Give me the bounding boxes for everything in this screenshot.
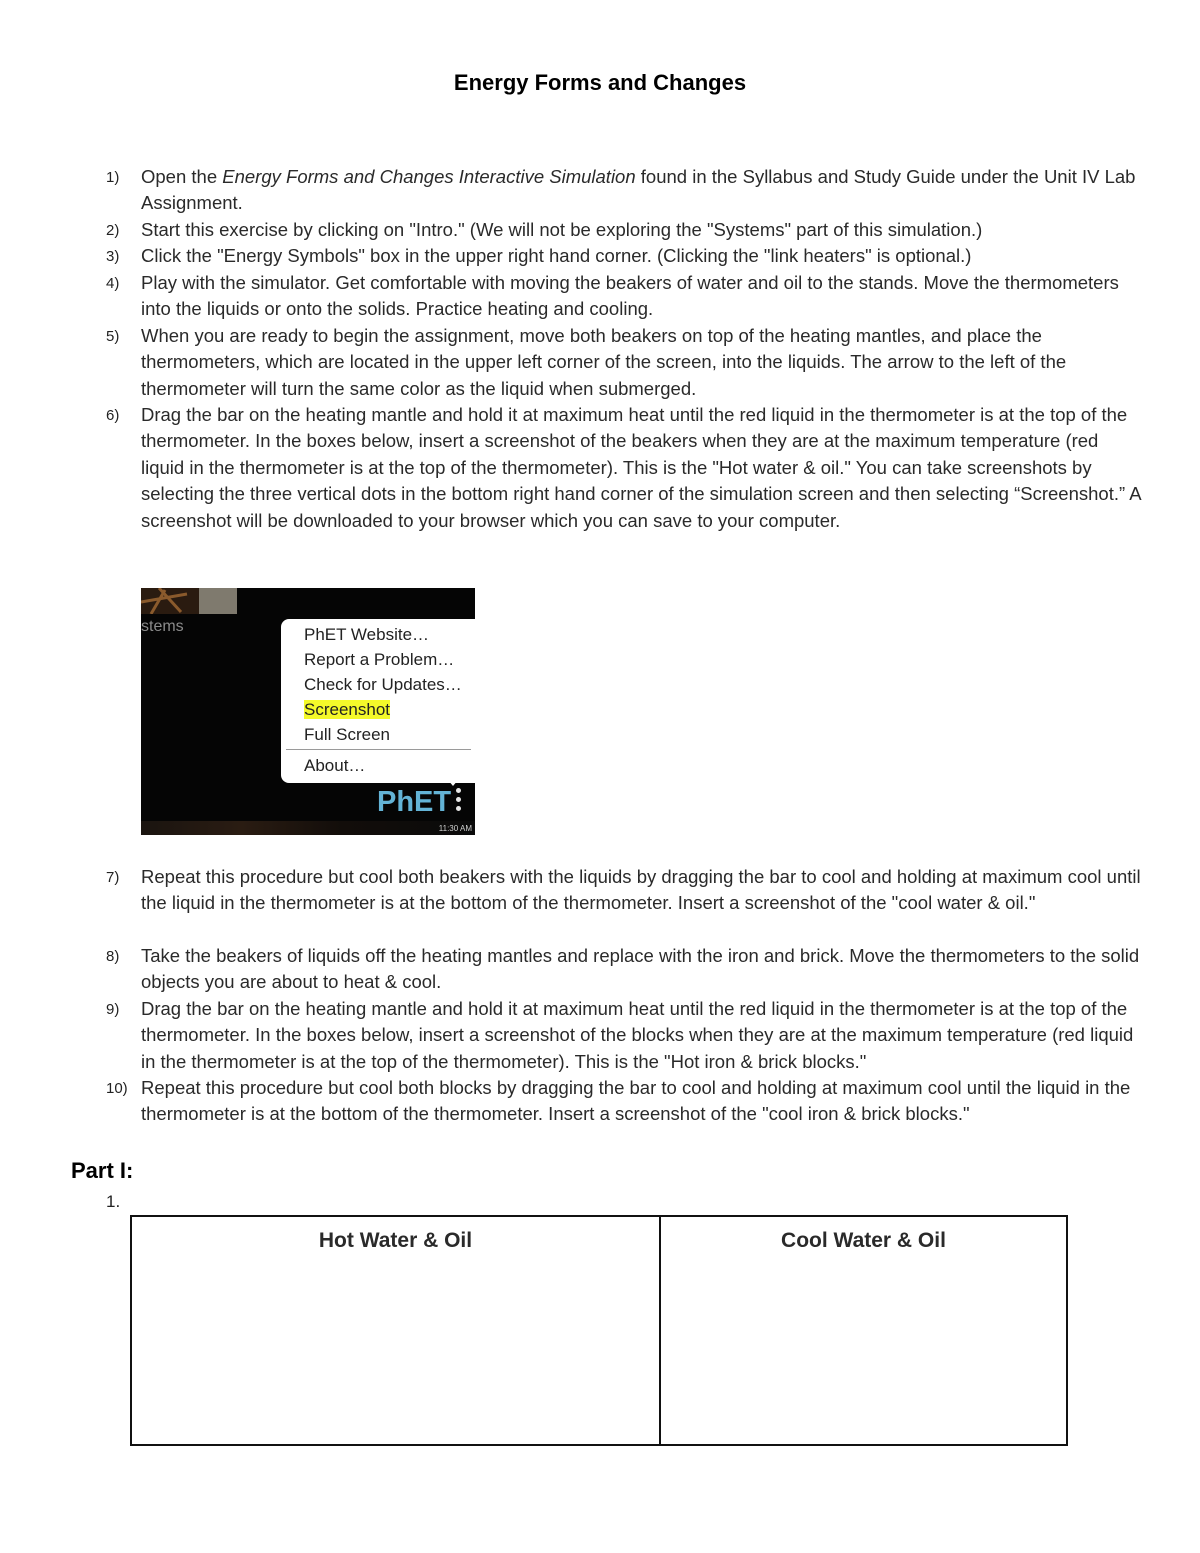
wheel-graphic: [141, 588, 237, 614]
step-number: 5): [106, 328, 120, 345]
step-text: Drag the bar on the heating mantle and hold it at maximum heat until the red liquid in the thermometer is at the top of the thermometer. In the boxes below, insert a screenshot of the beakers when they are at the maximum temperature (red liquid in the thermometer is at the top of the thermometer). This is the "Hot water & oil." You can take screenshots by selecting the three vertical dots in the bottom right hand corner of the simulation screen and then selecting “Screenshot.” A screenshot will be downloaded to your browser which you can save to your computer.: [141, 404, 1141, 531]
menu-item-check-updates[interactable]: Check for Updates…: [304, 675, 462, 694]
step-number: 4): [106, 275, 120, 292]
menu-item-full-screen[interactable]: Full Screen: [304, 725, 390, 744]
step-number: 8): [106, 948, 120, 965]
part-heading: Part I:: [71, 1158, 134, 1183]
menu-pointer: [443, 774, 463, 786]
vertical-dots-icon[interactable]: [455, 788, 463, 815]
simulation-name: Energy Forms and Changes Interactive Simulation: [222, 166, 636, 187]
step-text: Take the beakers of liquids off the heating mantles and replace with the iron and brick. Move the thermometers to the solid objects you are about to heat & cool.: [141, 945, 1140, 993]
menu-item-about[interactable]: About…: [304, 756, 366, 775]
step-7: [106, 864, 1146, 917]
step-text: Repeat this procedure but cool both beakers with the liquids by dragging the bar to cool and holding at maximum cool until the liquid in the thermometer is at the bottom of the thermometer. Insert a screenshot of the "cool water & oil.": [141, 866, 1141, 914]
question-number: 1.: [106, 1192, 121, 1211]
step-number: 7): [106, 869, 120, 886]
step-1: [106, 164, 1146, 217]
step-text: Play with the simulator. Get comfortable with moving the beakers of water and oil to the stands. Move the thermometers into the liquids or onto the solids. Practice heating and cooling.: [141, 272, 1119, 320]
cell-header: Cool Water & Oil: [781, 1229, 946, 1252]
hot-water-oil-cell[interactable]: [132, 1217, 661, 1444]
step-number: 2): [106, 222, 120, 239]
menu-item-screenshot[interactable]: Screenshot: [304, 700, 390, 719]
step-5: [106, 323, 1146, 402]
menu-item-phet-website[interactable]: PhET Website…: [304, 625, 430, 644]
clock-time: 11:30 AM: [438, 824, 472, 833]
phet-menu-screenshot: [141, 588, 475, 835]
step-8: [106, 943, 1146, 996]
step-number: 9): [106, 1001, 120, 1018]
cell-header: Hot Water & Oil: [318, 1229, 473, 1252]
step-4: [106, 270, 1146, 323]
step-10: [106, 1075, 1146, 1128]
step-text: Drag the bar on the heating mantle and hold it at maximum heat until the red liquid in the thermometer is at the top of the thermometer. In the boxes below, insert a screenshot of the blocks when they are at the maximum temperature (red liquid in the thermometer is at the top of the thermometer). This is the "Hot iron & brick blocks.": [141, 998, 1134, 1072]
step-number: 3): [106, 248, 120, 265]
step-3: [106, 243, 1146, 269]
systems-tab-fragment: stems: [141, 618, 184, 635]
step-text: Start this exercise by clicking on "Intro." (We will not be exploring the "Systems" part of this simulation.): [141, 219, 983, 240]
menu-divider: [286, 749, 471, 750]
cool-water-oil-cell[interactable]: [661, 1217, 1066, 1444]
phet-options-menu: [281, 619, 475, 783]
step-number: 6): [106, 407, 120, 424]
step-6: [106, 402, 1146, 534]
answer-table: [130, 1215, 1068, 1446]
sim-bottom-strip: [141, 821, 475, 835]
document-title: Energy Forms and Changes: [453, 70, 747, 95]
step-text: Click the "Energy Symbols" box in the upper right hand corner. (Clicking the "link heaters" is optional.): [141, 245, 972, 266]
step-9: [106, 996, 1146, 1075]
step-text: Open the Energy Forms and Changes Interactive Simulation found in the Syllabus and Study Guide under the Unit IV Lab Assignment.: [141, 166, 1136, 214]
step-text: When you are ready to begin the assignment, move both beakers on top of the heating mantles, and place the thermometers, which are located in the upper left corner of the screen, into the liquids. The arrow to the left of the thermometer will turn the same color as the liquid when submerged.: [141, 325, 1067, 399]
step-number: 1): [106, 169, 120, 186]
step-2: [106, 217, 1146, 243]
menu-item-report-problem[interactable]: Report a Problem…: [304, 650, 455, 669]
step-number: 10): [106, 1080, 128, 1097]
phet-logo: PhET: [377, 786, 452, 818]
step-text: Repeat this procedure but cool both blocks by dragging the bar to cool and holding at maximum cool until the liquid in the thermometer is at the bottom of the thermometer. Insert a screenshot of the "cool iron & brick blocks.": [141, 1077, 1131, 1125]
